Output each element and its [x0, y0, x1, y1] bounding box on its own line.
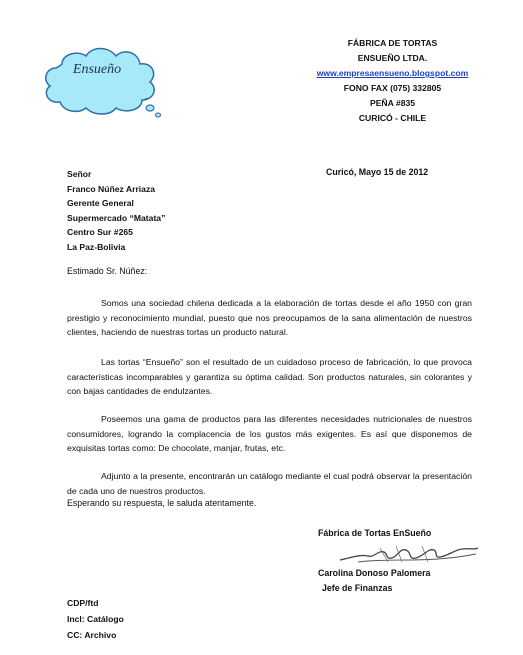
recipient-block	[67, 167, 165, 254]
logo-cloud	[38, 38, 188, 120]
recipient-line: Supermercado “Matata”	[67, 212, 166, 223]
paragraph-text: Adjunto a la presente, encontrarán un catálogo mediante el cual podrá observar la presentación de cada uno de nuestros productos.	[67, 471, 472, 496]
signer-role: Jefe de Finanzas	[322, 583, 393, 593]
cloud-icon	[38, 38, 188, 120]
paragraph-text: Somos una sociedad chilena dedicada a la elaboración de tortas desde el año 1950 con gran prestigio y reconocimiento mundial, puesto que nos preocupamos de la sana alimentación de nuestros clientes, haciendo de nuestras tortas un producto natural.	[67, 298, 472, 337]
header-address: PEÑA #835	[369, 98, 416, 108]
signature-icon	[338, 540, 483, 568]
logo-text: Ensueño	[72, 62, 122, 77]
recipient-line: Señor	[67, 169, 92, 179]
website-link[interactable]: www.empresaensueno.blogspot.com	[316, 68, 469, 78]
paragraph-text: Poseemos una gama de productos para las diferentes necesidades nutricionales de nuestros consumidores, logrando la complacencia de los gustos más exigentes. Es así que disponemos de exquisitas tortas como: De chocolate, manjar, frutas, etc.	[67, 414, 472, 453]
reference-block	[67, 595, 124, 643]
body-paragraph-2	[67, 355, 472, 399]
header-phone: FONO FAX (075) 332805	[343, 83, 442, 93]
reference-initials: CDP/ftd	[67, 598, 99, 608]
body-paragraph-4	[67, 469, 472, 498]
salutation: Estimado Sr. Núñez:	[67, 266, 148, 276]
reference-copy: CC: Archivo	[67, 630, 117, 640]
header-line-1: FÁBRICA DE TORTAS	[347, 38, 438, 48]
body-paragraph-3	[67, 412, 472, 456]
letter-date: Curicó, Mayo 15 de 2012	[326, 167, 429, 177]
recipient-line: La Paz-Bolivia	[67, 241, 126, 252]
recipient-line: Centro Sur #265	[67, 227, 133, 237]
reference-enclosure: Incl: Catálogo	[67, 614, 124, 624]
signature-company: Fábrica de Tortas EnSueño	[318, 528, 432, 538]
company-header	[300, 36, 485, 126]
recipient-line: Franco Núñez Arriaza	[67, 183, 156, 194]
header-city: CURICÓ - CHILE	[358, 113, 427, 123]
closing-line	[67, 498, 256, 508]
recipient-line: Gerente General	[67, 198, 134, 208]
body-paragraph-1	[67, 296, 472, 340]
header-line-2: ENSUEÑO LTDA.	[357, 53, 428, 63]
signer-block	[318, 566, 430, 596]
signer-name: Carolina Donoso Palomera	[318, 568, 431, 578]
handwritten-signature	[338, 540, 483, 568]
paragraph-text: Las tortas “Ensueño” son el resultado de un cuidadoso proceso de fabricación, lo que provoca características incomparables y garantiza su óptima calidad. Son productos naturales, sin colorantes y con bajas cantidades de endulzantes.	[67, 357, 472, 396]
closing-text: Esperando su respuesta, le saluda atentamente.	[67, 498, 257, 508]
